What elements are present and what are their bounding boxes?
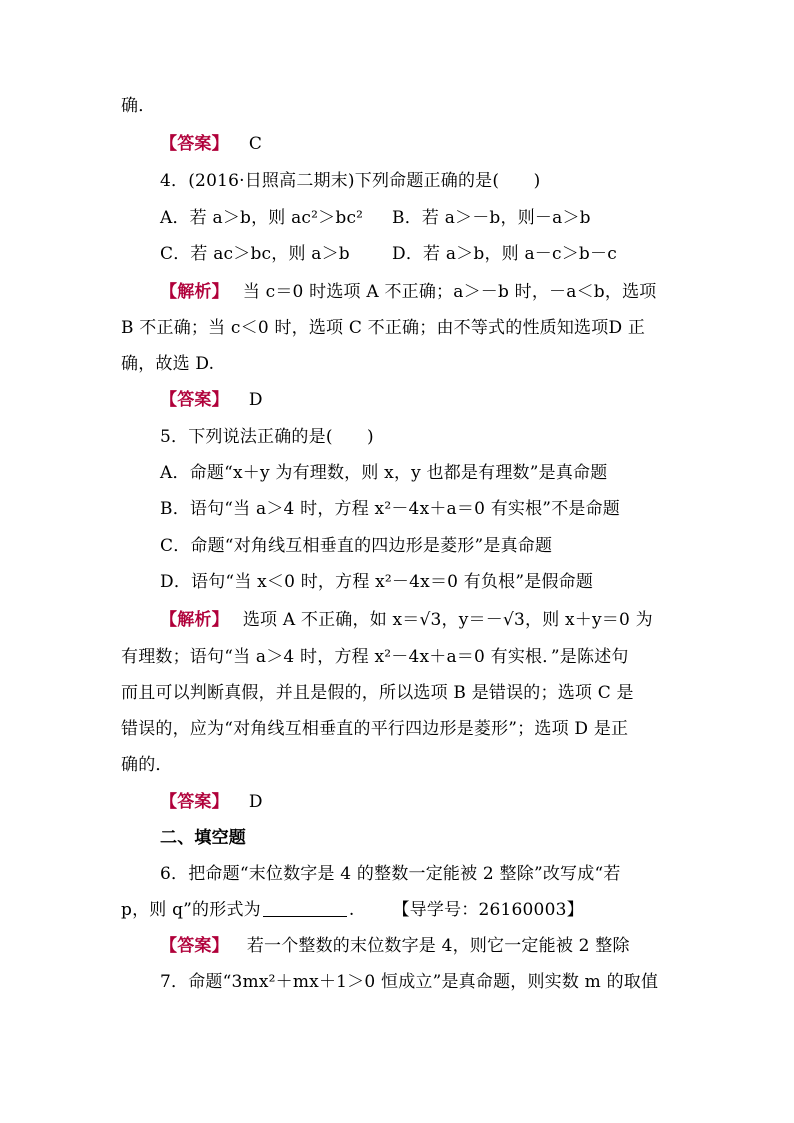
text-span: . (348, 900, 355, 920)
answer-line (160, 934, 720, 958)
text-line: 确的． (121, 755, 173, 775)
answer-tag: 【答案】 (160, 390, 229, 410)
answer-value: 若一个整数的末位数字是 4，则它一定能被 2 整除 (246, 936, 630, 956)
option-d: D．若 a＞b，则 a－c＞b－c (392, 244, 617, 264)
option-b: B．若 a＞－b，则－a＞b (392, 208, 591, 228)
text-line: 确，故选 D. (121, 354, 215, 374)
answer-value: C (248, 134, 263, 154)
section-heading: 二、填空题 (160, 828, 246, 848)
question-5: 5．下列说法正确的是( ) (160, 427, 374, 447)
answer-tag: 【答案】 (160, 134, 229, 154)
answer-tag: 【答案】 (160, 936, 229, 956)
analysis-text: 选项 A 不正确，如 x＝√3，y＝－√3，则 x＋y＝0 为 (242, 610, 653, 630)
answer-line (160, 388, 720, 412)
answer-line (160, 790, 720, 814)
option-row (160, 206, 720, 230)
text-span: p，则 q”的形式为 (121, 900, 261, 920)
option-a: A．若 a＞b，则 ac²＞bc² (160, 208, 364, 228)
text-line: 而且可以判断真假，并且是假的，所以选项 B 是错误的；选项 C 是 (121, 683, 634, 703)
fill-blank (263, 900, 347, 917)
analysis-line (160, 608, 676, 632)
text-line: 确． (121, 96, 156, 116)
question-6: 6．把命题“末位数字是 4 的整数一定能被 2 整除”改写成“若 (160, 864, 621, 884)
answer-line (160, 132, 720, 156)
option-c: C．命题“对角线互相垂直的四边形是菱形”是真命题 (160, 536, 553, 556)
analysis-tag: 【解析】 (160, 610, 229, 630)
analysis-text: 当 c＝0 时选项 A 不正确；a＞－b 时，－a＜b，选项 (242, 282, 657, 302)
option-d: D．语句“当 x＜0 时，方程 x²－4x＝0 有负根”是假命题 (160, 572, 594, 592)
option-a: A．命题“x＋y 为有理数，则 x，y 也都是有理数”是真命题 (160, 463, 608, 483)
analysis-tag: 【解析】 (160, 282, 229, 302)
analysis-line (160, 280, 676, 304)
text-line: B 不正确；当 c＜0 时，选项 C 不正确；由不等式的性质知选项D 正 (121, 318, 646, 338)
option-c: C．若 ac＞bc，则 a＞b (160, 244, 350, 264)
option-b: B．语句“当 a＞4 时，方程 x²－4x＋a＝0 有实根”不是命题 (160, 499, 620, 519)
question-4: 4．(2016·日照高二期末)下列命题正确的是( ) (160, 171, 541, 191)
answer-tag: 【答案】 (160, 792, 229, 812)
guide-number: 【导学号：26160003】 (392, 900, 584, 920)
text-line: 有理数；语句“当 a＞4 时，方程 x²－4x＋a＝0 有实根．”是陈述句 (121, 647, 629, 667)
answer-value: D (248, 792, 263, 812)
text-line: 错误的，应为“对角线互相垂直的平行四边形是菱形”；选项 D 是正 (121, 719, 629, 739)
answer-value: D (248, 390, 263, 410)
question-6-cont (121, 898, 681, 922)
option-row (160, 242, 720, 266)
question-7: 7．命题“3mx²＋mx＋1＞0 恒成立”是真命题，则实数 m 的取值 (160, 972, 659, 992)
